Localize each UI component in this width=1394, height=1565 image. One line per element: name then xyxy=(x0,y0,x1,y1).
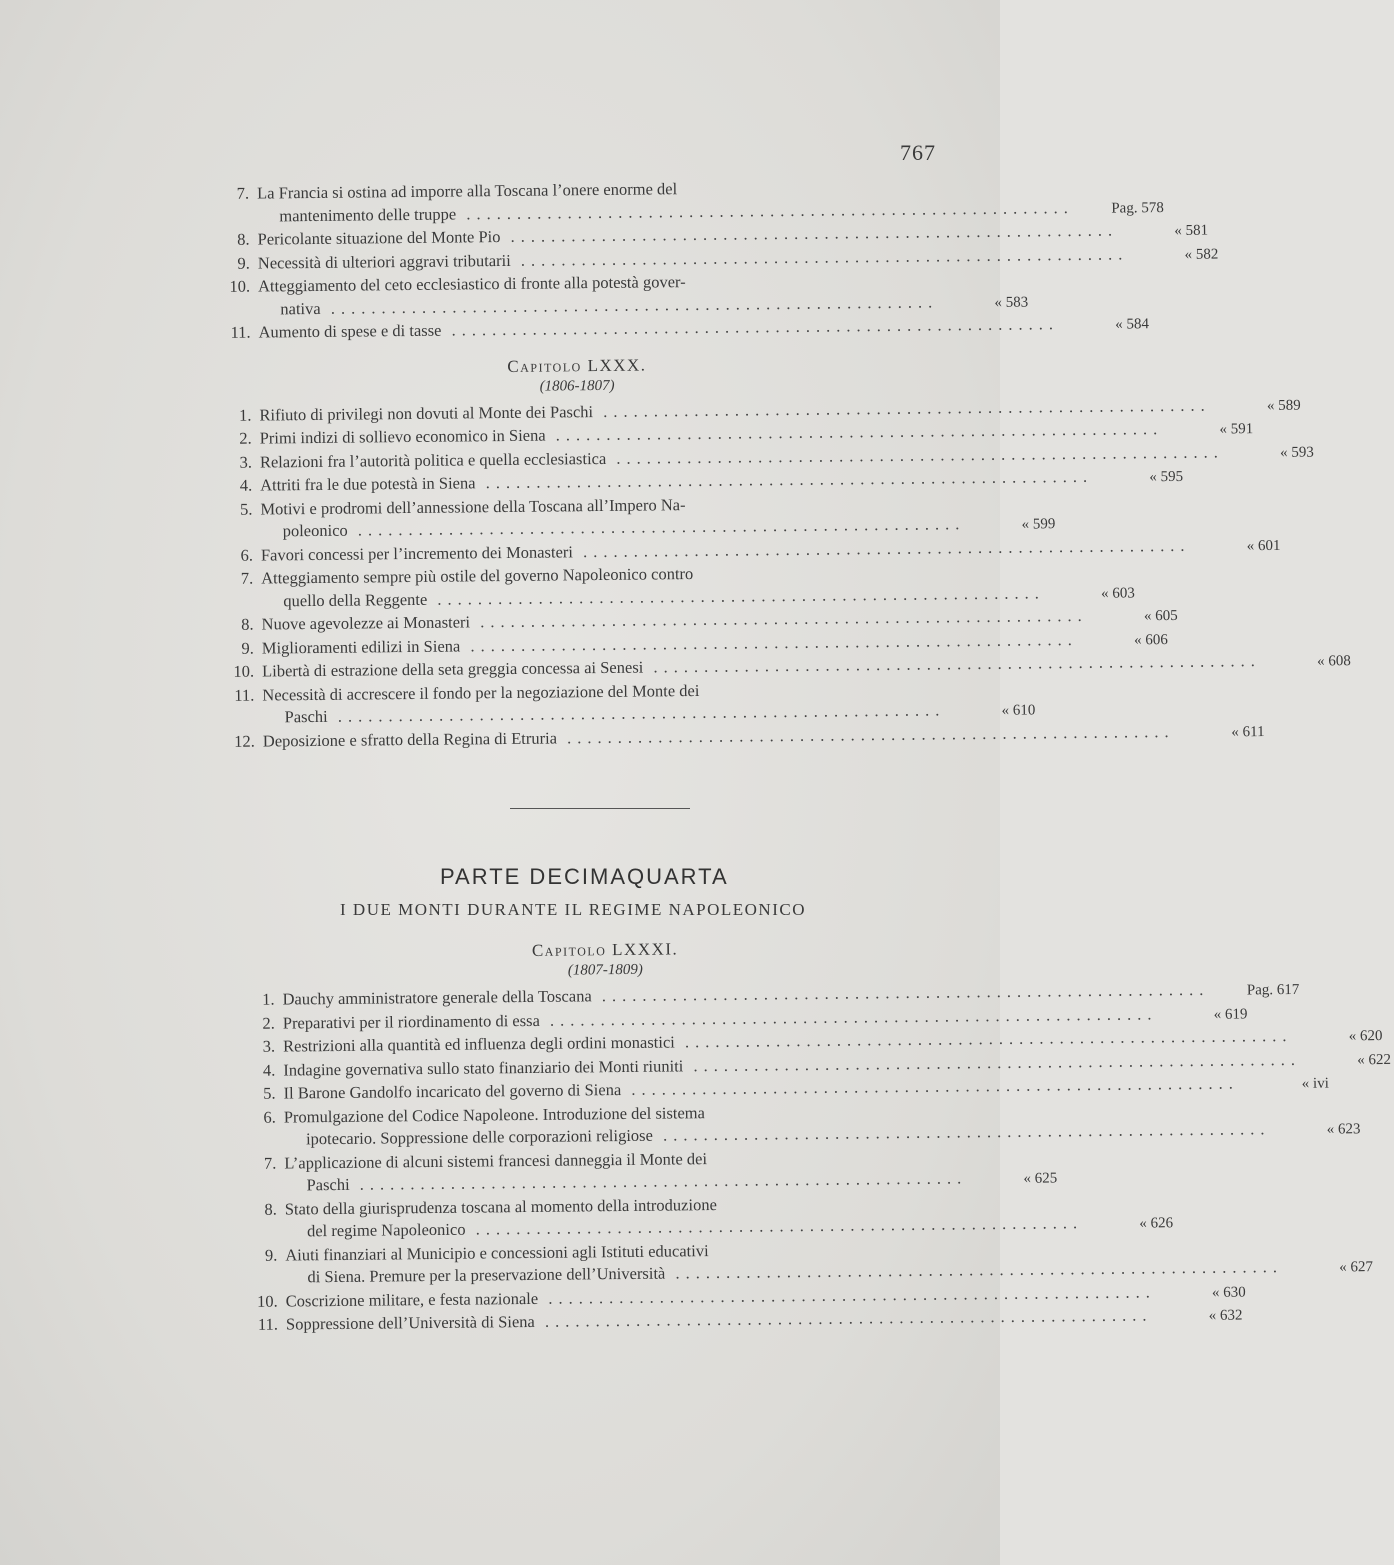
dot-leader: ............................................................ xyxy=(674,1025,1293,1052)
entry-number: 11. xyxy=(234,685,255,705)
dot-leader: ............................................................ xyxy=(441,314,1060,340)
entry-title-text: Aiuti finanziari al Municipio e concessioni agli Istituti educativi xyxy=(285,1240,709,1265)
toc-entry xyxy=(243,1237,1373,1291)
entry-page-ref: « 622 xyxy=(1357,1051,1392,1068)
entry-title-text: Indagine governativa sullo stato finanziario dei Monti riuniti xyxy=(283,1055,684,1080)
page-number: 767 xyxy=(900,140,936,165)
entry-page-ref: « 608 xyxy=(1317,653,1351,670)
dot-leader: ............................................................ xyxy=(510,243,1129,270)
entry-title-text: Necessità di ulteriori aggravi tributarii xyxy=(257,250,511,273)
entry-page-ref: « 593 xyxy=(1280,444,1314,461)
entry-page-ref xyxy=(848,507,938,508)
dot-leader: ............................................................ xyxy=(475,466,1094,493)
entry-page-ref xyxy=(850,693,940,694)
dot-leader: ............................................................ xyxy=(347,514,966,540)
dot-leader: ............................................................ xyxy=(349,1168,968,1194)
toc-entry xyxy=(242,1145,1058,1199)
part-title: PARTE DECIMAQUARTA xyxy=(440,864,729,889)
entry-number: 6. xyxy=(263,1107,276,1127)
entry-title-text: Coscrizione militare, e festa nazionale xyxy=(285,1288,539,1311)
entry-number: 7. xyxy=(236,183,250,203)
entry-number: 8. xyxy=(241,614,254,634)
chapter-years-lxxx: (1806-1807) xyxy=(539,377,615,395)
entry-title-text: Atteggiamento sempre più ostile del governo Napoleonico contro xyxy=(261,564,694,588)
entry-title-text: Necessità di accrescere il fondo per la negoziazione del Monte dei xyxy=(262,680,700,705)
entry-page-ref xyxy=(883,1207,973,1208)
entry-page-ref: « 589 xyxy=(1266,397,1301,414)
entry-title-text: Promulgazione del Codice Napoleone. Introduzione del sistema xyxy=(283,1102,705,1127)
entry-title-text: Libertà di estrazione della seta greggia concessa ai Senesi xyxy=(262,657,644,681)
dot-leader: ............................................................ xyxy=(427,582,1045,609)
toc-entry xyxy=(215,175,1164,229)
entry-page-ref: « 601 xyxy=(1246,537,1281,554)
toc-entry xyxy=(216,268,1029,322)
entry-title-text: Dauchy amministratore generale della Toscana xyxy=(282,986,592,1009)
entry-page-ref xyxy=(849,576,939,577)
top-entries-list xyxy=(215,175,1219,345)
entry-page-ref: « 619 xyxy=(1213,1005,1248,1023)
entry-title-text: Il Barone Gandolfo incaricato del governo di Siena xyxy=(283,1080,622,1103)
entry-number: 2. xyxy=(239,428,252,448)
entry-number: 11. xyxy=(257,1314,279,1334)
dot-leader: ............................................................ xyxy=(652,1119,1271,1145)
entry-page-ref: Pag. 617 xyxy=(1246,981,1300,999)
dot-leader: ............................................................ xyxy=(665,1257,1283,1283)
entry-page-ref: « 591 xyxy=(1219,421,1254,438)
part-subtitle: I DUE MONTI DURANTE IL REGIME NAPOLEONICO xyxy=(340,900,806,919)
entry-title-text: Primi indizi di sollievo economico in Siena xyxy=(259,425,546,448)
entry-title-text: Deposizione e sfratto della Regina di Etruria xyxy=(262,727,558,751)
dot-leader: ............................................................ xyxy=(683,1049,1302,1075)
entry-page-ref: « 584 xyxy=(1115,316,1150,333)
entry-title-text: Pericolante situazione del Monte Pio xyxy=(257,227,501,249)
entry-page-ref xyxy=(883,1253,973,1254)
entry-number: 5. xyxy=(239,499,253,519)
dot-leader: ............................................................ xyxy=(456,197,1074,223)
entry-page-ref: « 606 xyxy=(1134,631,1168,648)
dot-leader: ............................................................ xyxy=(545,419,1164,445)
entry-page-ref: « 605 xyxy=(1143,607,1178,625)
entry-number: 7. xyxy=(240,568,254,588)
entry-page-ref: « 599 xyxy=(1021,516,1056,533)
entry-number: 8. xyxy=(264,1199,277,1219)
dot-leader: ............................................................ xyxy=(327,700,946,726)
chapter-lxxx-entries-list xyxy=(217,395,1351,754)
dot-leader: ............................................................ xyxy=(643,651,1261,677)
dot-leader: ............................................................ xyxy=(556,721,1175,747)
toc-entry xyxy=(243,1191,1174,1245)
entry-page-ref xyxy=(882,1161,972,1162)
entry-title-text: ipotecario. Soppressione delle corporazioni religiose xyxy=(305,1125,653,1149)
dot-leader: ............................................................ xyxy=(469,605,1088,632)
entry-title-text: Nuove agevolezze ai Monasteri xyxy=(261,612,471,634)
dot-leader: ............................................................ xyxy=(465,1213,1084,1239)
entry-number: 8. xyxy=(237,229,250,249)
entry-title-text: Motivi e prodromi dell’annessione della Toscana all’Impero Na- xyxy=(260,494,686,519)
entry-page-ref: « 627 xyxy=(1339,1259,1373,1276)
entry-title-text: Soppressione dell’Università di Siena xyxy=(285,1311,535,1334)
chapter-lxxxi-entries-list xyxy=(240,979,1392,1337)
entry-number: 6. xyxy=(240,545,253,565)
entry-number: 5. xyxy=(263,1083,276,1103)
entry-page-ref: « 632 xyxy=(1208,1307,1243,1324)
dot-leader: ............................................................ xyxy=(460,629,1078,655)
entry-page-ref: « 630 xyxy=(1211,1283,1246,1301)
dot-leader: ............................................................ xyxy=(539,1003,1158,1030)
dot-leader: ............................................................ xyxy=(320,291,939,318)
entry-number: 10. xyxy=(229,276,251,296)
chapter-years-lxxxi: (1807-1809) xyxy=(567,961,643,979)
entry-page-ref: « 583 xyxy=(994,293,1029,311)
entry-page-ref xyxy=(882,1115,972,1116)
entry-title-text: Miglioramenti edilizi in Siena xyxy=(261,635,461,658)
chapter-heading-lxxx: Capitolo LXXX. xyxy=(507,354,647,376)
entry-title-text: L’applicazione di alcuni sistemi francesi danneggia il Monte dei xyxy=(284,1148,708,1173)
entry-page-ref: « ivi xyxy=(1301,1075,1329,1092)
entry-title-text: Favori concessi per l’incremento dei Monasteri xyxy=(260,541,574,565)
entry-title-text: Aumento di spese e di tasse xyxy=(258,320,442,342)
entry-title-text: Stato della giurisprudenza toscana al momento della introduzione xyxy=(284,1194,717,1219)
entry-title-text: Paschi xyxy=(284,706,328,727)
entry-number: 12. xyxy=(234,731,255,751)
entry-number: 11. xyxy=(230,322,251,342)
entry-number: 1. xyxy=(262,989,275,1009)
entry-page-ref: « 595 xyxy=(1149,468,1184,486)
dot-leader: ............................................................ xyxy=(500,220,1119,247)
entry-page-ref: « 625 xyxy=(1023,1170,1058,1187)
entry-number: 4. xyxy=(239,475,253,495)
dot-leader: ............................................................ xyxy=(621,1073,1239,1100)
entry-page-ref: Pag. 578 xyxy=(1111,199,1164,217)
entry-title-text: Relazioni fra l’autorità politica e quella ecclesiastica xyxy=(259,448,607,472)
entry-page-ref: « 620 xyxy=(1348,1028,1383,1045)
entry-title-text: Rifiuto di privilegi non dovuti al Monte dei Paschi xyxy=(259,401,594,425)
entry-page-ref: « 610 xyxy=(1001,702,1036,719)
entry-title-text: Restrizioni alla quantità ed influenza degli ordini monastici xyxy=(282,1032,675,1056)
top-index-section xyxy=(215,175,1351,754)
entry-page-ref: « 581 xyxy=(1174,222,1209,239)
section-divider xyxy=(510,808,690,809)
dot-leader: ............................................................ xyxy=(591,979,1210,1006)
entry-number: 4. xyxy=(262,1060,276,1080)
entry-title-text: nativa xyxy=(280,298,321,318)
entry-page-ref xyxy=(845,191,935,192)
entry-title-text: Atteggiamento del ceto ecclesiastico di fronte alla potestà gover- xyxy=(257,272,686,296)
bottom-index-section xyxy=(240,936,1392,1337)
entry-number: 7. xyxy=(263,1153,277,1173)
entry-title-text: Paschi xyxy=(306,1174,350,1195)
entry-number: 3. xyxy=(262,1036,276,1056)
entry-number: 1. xyxy=(238,405,252,425)
entry-page-ref: « 611 xyxy=(1231,723,1265,740)
entry-title-text: Attriti fra le due potestà in Siena xyxy=(260,473,476,495)
entry-number: 9. xyxy=(237,253,250,273)
entry-number: 9. xyxy=(241,638,254,658)
entry-title-text: quello della Reggente xyxy=(283,589,428,610)
entry-page-ref: « 603 xyxy=(1101,584,1135,602)
dot-leader: ............................................................ xyxy=(606,441,1224,468)
entry-title-text: poleonico xyxy=(282,520,348,541)
entry-page-ref: « 582 xyxy=(1184,245,1219,263)
entry-number: 9. xyxy=(264,1245,278,1265)
entry-number: 10. xyxy=(233,661,255,681)
entry-title-text: La Francia si ostina ad imporre alla Toscana l’onere enorme del xyxy=(257,179,678,203)
dot-leader: ............................................................ xyxy=(572,535,1191,561)
chapter-heading-lxxxi: Capitolo LXXXI. xyxy=(531,939,679,960)
dot-leader: ............................................................ xyxy=(592,395,1211,421)
toc-entry xyxy=(242,1099,1361,1153)
entry-title-text: Preparativi per il riordinamento di essa xyxy=(282,1010,540,1033)
dot-leader: ............................................................ xyxy=(534,1305,1153,1331)
entry-page-ref: « 623 xyxy=(1326,1121,1361,1138)
entry-number: 2. xyxy=(262,1013,275,1033)
entry-title-text: del regime Napoleonico xyxy=(306,1219,466,1241)
entry-number: 3. xyxy=(239,452,253,472)
toc-entry xyxy=(219,560,1135,614)
entry-title-text: di Siena. Premure per la preservazione dell’Università xyxy=(307,1263,666,1287)
entry-page-ref: « 626 xyxy=(1139,1215,1174,1232)
toc-entry xyxy=(218,491,1056,545)
entry-number: 10. xyxy=(257,1291,278,1311)
dot-leader: ............................................................ xyxy=(538,1281,1156,1308)
entry-page-ref xyxy=(846,284,936,285)
entry-title-text: mantenimento delle truppe xyxy=(279,203,457,225)
toc-entry xyxy=(220,677,1036,731)
